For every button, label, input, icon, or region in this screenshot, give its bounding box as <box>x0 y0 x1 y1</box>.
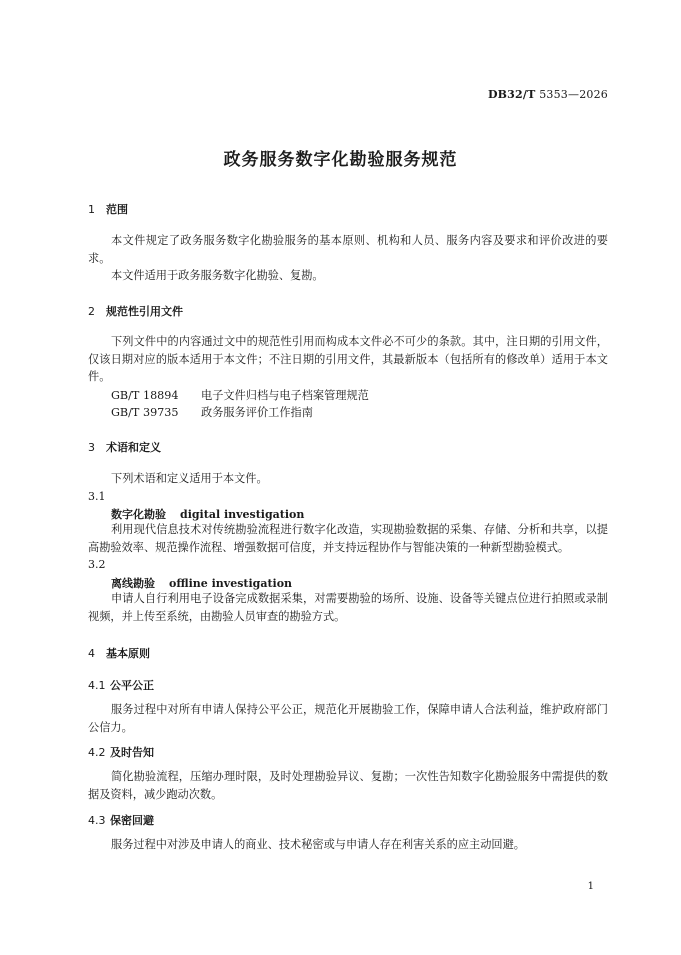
section-1-paragraph-2: 本文件适用于政务服务数字化勘验、复勘。 <box>111 269 324 282</box>
term-definition: 申请人自行利用电子设备完成数据采集，对需要勘验的场所、设施、设备等关键点位进行拍照或录制视频，并上传至系统，由勘验人员审查的勘验方式。 <box>88 592 608 623</box>
term-heading: 离线勘验 offline investigation <box>111 577 293 590</box>
term-number: 3.1 <box>88 490 106 503</box>
subsection-heading: 4.2 及时告知 <box>88 746 154 759</box>
section-1-paragraph-1: 本文件规定了政务服务数字化勘验服务的基本原则、机构和人员、服务内容及要求和评价改进的要求。 <box>88 234 608 265</box>
section-4-heading: 4 基本原则 <box>88 647 150 660</box>
term-definition: 利用现代信息技术对传统勘验流程进行数字化改造，实现勘验数据的采集、存储、分析和共享，以提高勘验效率、规范操作流程、增强数据可信度，并支持远程协作与智能决策的一种新型勘验模式。 <box>88 523 608 554</box>
reference-item: GB/T 18894 电子文件归档与电子档案管理规范 <box>111 389 369 402</box>
term-heading: 数字化勘验 digital investigation <box>111 508 305 521</box>
subsection-heading: 4.1 公平公正 <box>88 679 154 692</box>
section-1-heading: 1 范围 <box>88 203 128 216</box>
subsection-heading: 4.3 保密回避 <box>88 814 154 827</box>
section-2-heading: 2 规范性引用文件 <box>88 305 183 318</box>
reference-item: GB/T 39735 政务服务评价工作指南 <box>111 406 313 419</box>
section-2-paragraph: 下列文件中的内容通过文中的规范性引用而构成本文件必不可少的条款。其中，注日期的引用文件，仅该日期对应的版本适用于本文件；不注日期的引用文件，其最新版本（包括所有的修改单）适用于本文件。 <box>88 335 608 383</box>
subsection-paragraph: 服务过程中对所有申请人保持公平公正，规范化开展勘验工作，保障申请人合法利益，维护政府部门公信力。 <box>88 703 608 734</box>
section-3-heading: 3 术语和定义 <box>88 441 161 454</box>
subsection-paragraph: 简化勘验流程，压缩办理时限，及时处理勘验异议、复勘；一次性告知数字化勘验服务中需提供的数据及资料，减少跑动次数。 <box>88 770 608 801</box>
document-title: 政务服务数字化勘验服务规范 <box>223 150 458 170</box>
page-number: 1 <box>587 881 594 892</box>
term-number: 3.2 <box>88 558 106 571</box>
document-code: DB32/T 5353—2026 <box>487 88 608 101</box>
subsection-paragraph: 服务过程中对涉及申请人的商业、技术秘密或与申请人存在利害关系的应主动回避。 <box>111 838 525 851</box>
section-3-intro: 下列术语和定义适用于本文件。 <box>111 472 268 485</box>
